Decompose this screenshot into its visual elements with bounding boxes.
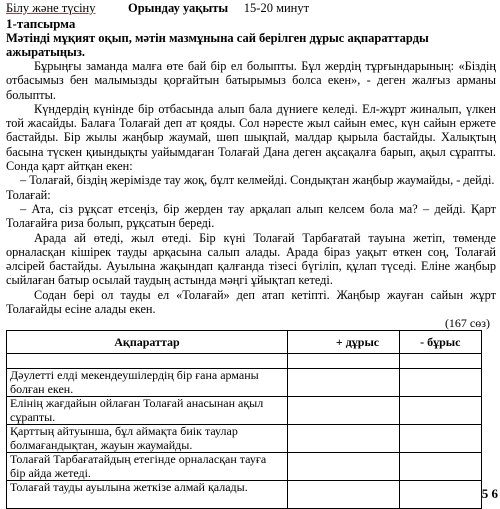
table-header-row bbox=[7, 331, 482, 354]
task-title: 1-тапсырма bbox=[6, 16, 76, 31]
empty-cell bbox=[400, 354, 482, 369]
incorrect-answer-cell[interactable] bbox=[400, 481, 482, 509]
incorrect-answer-cell[interactable] bbox=[400, 453, 482, 481]
correct-answer-cell[interactable] bbox=[287, 453, 399, 481]
table-row-empty bbox=[7, 354, 482, 369]
text-paragraph-6: Арада ай өтеді, жыл өтеді. Бір күні Толағай Тарбағатай тауына жетіп, төменде орналасқан кішірек тауды арқасына салып алады. Арада біраз уақыт өткен соң, Толағай әлсірей бастайды. Ауылына жақындап қалғанда тізесі бүгіліп, құлап түседі. Еліне жаңбыр сыйлаған батыр осылай таудың астында мәңгі ұйықтап кетеді. bbox=[6, 230, 496, 288]
text-paragraph-2: Күндердің күнінде бір отбасында алып бала дүниеге келеді. Ел-жұрт жиналып, үлкен той жасайды. Балаға Толағай деп ат қояды. Сол нәресте жыл сайын емес, күн сайын ержете бастайды. Бір жылы жаңбыр жаумай, шөп шықпай, малдар қырыла бастайды. Халықтың басына түскен қиындықты уайымдаған Толағай Дана деген ақсақалға барып, ақыл сұрапты. Сонда қарт айтқан екен: bbox=[6, 101, 496, 174]
incorrect-answer-cell[interactable] bbox=[400, 369, 482, 397]
incorrect-answer-cell[interactable] bbox=[400, 397, 482, 425]
statement-cell: Толағай тауды ауылына жеткізе алмай қалады. bbox=[7, 481, 288, 509]
header-correct: + дұрыс bbox=[287, 331, 399, 354]
table-row bbox=[7, 397, 482, 425]
correct-answer-cell[interactable] bbox=[287, 481, 399, 509]
text-paragraph-3: – Толағай, біздің жерімізде тау жоқ, бұлт келмейді. Сондықтан жаңбыр жаумайды, - дейді. bbox=[20, 173, 495, 188]
table-row bbox=[7, 369, 482, 397]
correct-answer-cell[interactable] bbox=[287, 397, 399, 425]
statement-cell: Қарттың айтуынша, бұл аймақта биік таулар болмағандықтан, жауын жаумайды. bbox=[7, 425, 288, 453]
table-row bbox=[7, 425, 482, 453]
text-paragraph-7: Содан бері ол тауды ел «Толағай» деп атап кетіпті. Жаңбыр жауған сайын жұрт Толағайды есіне алады екен. bbox=[6, 287, 496, 317]
header-information: Ақпараттар bbox=[7, 331, 288, 354]
statement-cell: Дәулетті елді мекендеушілердің бір ғана арманы болған екен. bbox=[7, 369, 288, 397]
table-row bbox=[7, 453, 482, 481]
statement-cell: Елінің жағдайын ойлаған Толағай анасынан ақыл сұрапты. bbox=[7, 397, 288, 425]
answer-table bbox=[6, 330, 482, 509]
statement-cell: Толағай Тарбағатайдың етегінде орналасқан тауға бір айда жетеді. bbox=[7, 453, 288, 481]
correct-answer-cell[interactable] bbox=[287, 369, 399, 397]
worksheet-page bbox=[6, 0, 496, 509]
time-label: Орындау уақыты bbox=[128, 1, 229, 15]
header-line bbox=[6, 0, 496, 17]
incorrect-answer-cell[interactable] bbox=[400, 425, 482, 453]
time-value: 15-20 минут bbox=[243, 1, 310, 15]
reading-text bbox=[6, 59, 496, 316]
text-paragraph-4: Толағай: bbox=[6, 187, 51, 202]
word-count: (167 сөз) bbox=[444, 316, 490, 331]
page-number: 5 6 bbox=[481, 486, 498, 501]
correct-answer-cell[interactable] bbox=[287, 425, 399, 453]
text-paragraph-5: – Ата, сіз рұқсат етсеңіз, бір жерден тау арқалап алып келсем бола ма? – дейді. Қарт Толағайға риза болып, рұқсатын береді. bbox=[6, 201, 496, 231]
header-incorrect: - бұрыс bbox=[400, 331, 482, 354]
time-info bbox=[128, 1, 309, 16]
text-paragraph-1: Бұрыңғы заманда малға өте бай бір ел болыпты. Бұл жердің тұрғындарының: «Біздің отбасымыз бен малымызды қорғайтын батырымыз болса екен», - деген жалғыз арманы болыпты. bbox=[6, 59, 496, 102]
task-instruction: Мәтінді мұқият оқып, мәтін мазмұнына сай берілген дұрыс ақпараттарды ажыратыңыз. bbox=[6, 31, 429, 59]
skill-label: Білу және түсіну bbox=[6, 1, 96, 15]
empty-cell bbox=[7, 354, 288, 369]
empty-cell bbox=[287, 354, 399, 369]
table-row bbox=[7, 481, 482, 509]
